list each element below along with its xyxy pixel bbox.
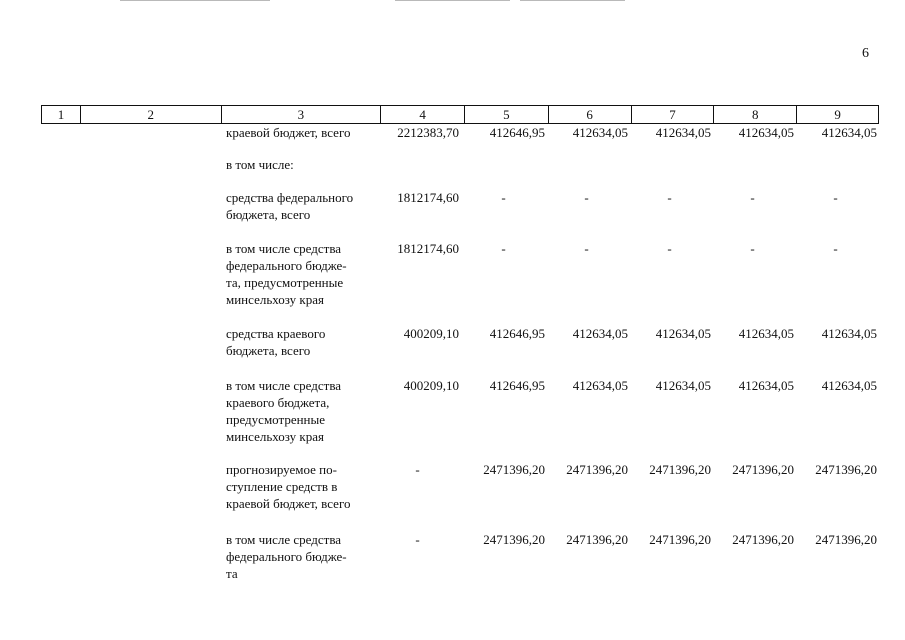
value-col-4: 1812174,60 — [397, 190, 459, 205]
scan-artifact-line — [395, 0, 510, 1]
value-col-4: 2212383,70 — [397, 125, 459, 140]
header-cell-7: 7 — [632, 106, 715, 123]
table-header — [41, 105, 879, 124]
value-col-4: 400209,10 — [403, 378, 459, 393]
value-col-7: - — [667, 241, 672, 256]
header-cell-5: 5 — [465, 106, 549, 123]
value-col-4: - — [415, 532, 420, 547]
value-col-4: 1812174,60 — [397, 241, 459, 256]
row-label: в том числе средства федерального бюдже- та, предусмотренные минсельхозу края — [226, 241, 347, 307]
row-label: краевой бюджет, всего — [226, 125, 351, 140]
value-col-6: 2471396,20 — [566, 462, 628, 477]
header-cell-6: 6 — [549, 106, 632, 123]
value-col-9: 412634,05 — [821, 326, 877, 341]
value-col-7: - — [667, 190, 672, 205]
value-col-4: 400209,10 — [403, 326, 459, 341]
value-col-8: - — [750, 241, 755, 256]
value-col-8: 412634,05 — [738, 326, 794, 341]
value-col-5: 412646,95 — [489, 326, 545, 341]
row-label: в том числе средства федерального бюдже- та — [226, 532, 347, 581]
row-label: средства краевого бюджета, всего — [226, 326, 326, 358]
value-col-8: 412634,05 — [738, 378, 794, 393]
value-col-6: - — [584, 241, 589, 256]
value-col-9: 412634,05 — [821, 378, 877, 393]
value-col-7: 412634,05 — [655, 378, 711, 393]
value-col-9: 2471396,20 — [815, 532, 877, 547]
value-col-9: - — [833, 190, 838, 205]
row-label: средства федерального бюджета, всего — [226, 190, 354, 222]
scan-artifact-line — [520, 0, 625, 1]
value-col-5: 2471396,20 — [483, 532, 545, 547]
value-col-4: - — [415, 462, 420, 477]
row-label: в том числе средства краевого бюджета, предусмотренные минсельхозу края — [226, 378, 342, 444]
value-col-6: 2471396,20 — [566, 532, 628, 547]
value-col-6: 412634,05 — [572, 326, 628, 341]
value-col-5: 412646,95 — [489, 378, 545, 393]
value-col-8: - — [750, 190, 755, 205]
value-col-6: - — [584, 190, 589, 205]
header-cell-9: 9 — [834, 107, 841, 122]
value-col-5: 412646,95 — [489, 125, 545, 140]
header-cell-2: 2 — [81, 106, 222, 123]
header-cell-1: 1 — [42, 106, 81, 123]
value-col-5: 2471396,20 — [483, 462, 545, 477]
value-col-8: 2471396,20 — [732, 532, 794, 547]
row-label: прогнозируемое по- ступление средств в краевой бюджет, всего — [226, 462, 351, 511]
value-col-6: 412634,05 — [572, 378, 628, 393]
value-col-9: 412634,05 — [821, 125, 877, 140]
value-col-7: 2471396,20 — [649, 462, 711, 477]
value-col-5: - — [501, 190, 506, 205]
value-col-9: 2471396,20 — [815, 462, 877, 477]
value-col-7: 412634,05 — [655, 326, 711, 341]
value-col-5: - — [501, 241, 506, 256]
value-col-6: 412634,05 — [572, 125, 628, 140]
value-col-8: 412634,05 — [738, 125, 794, 140]
value-col-9: - — [833, 241, 838, 256]
header-cell-8: 8 — [714, 106, 797, 123]
header-cell-4: 4 — [381, 106, 465, 123]
row-label: в том числе: — [226, 157, 294, 172]
header-cell-3: 3 — [222, 106, 382, 123]
value-col-8: 2471396,20 — [732, 462, 794, 477]
value-col-7: 2471396,20 — [649, 532, 711, 547]
value-col-7: 412634,05 — [655, 125, 711, 140]
page-number: 6 — [862, 46, 869, 61]
scan-artifact-line — [120, 0, 270, 1]
